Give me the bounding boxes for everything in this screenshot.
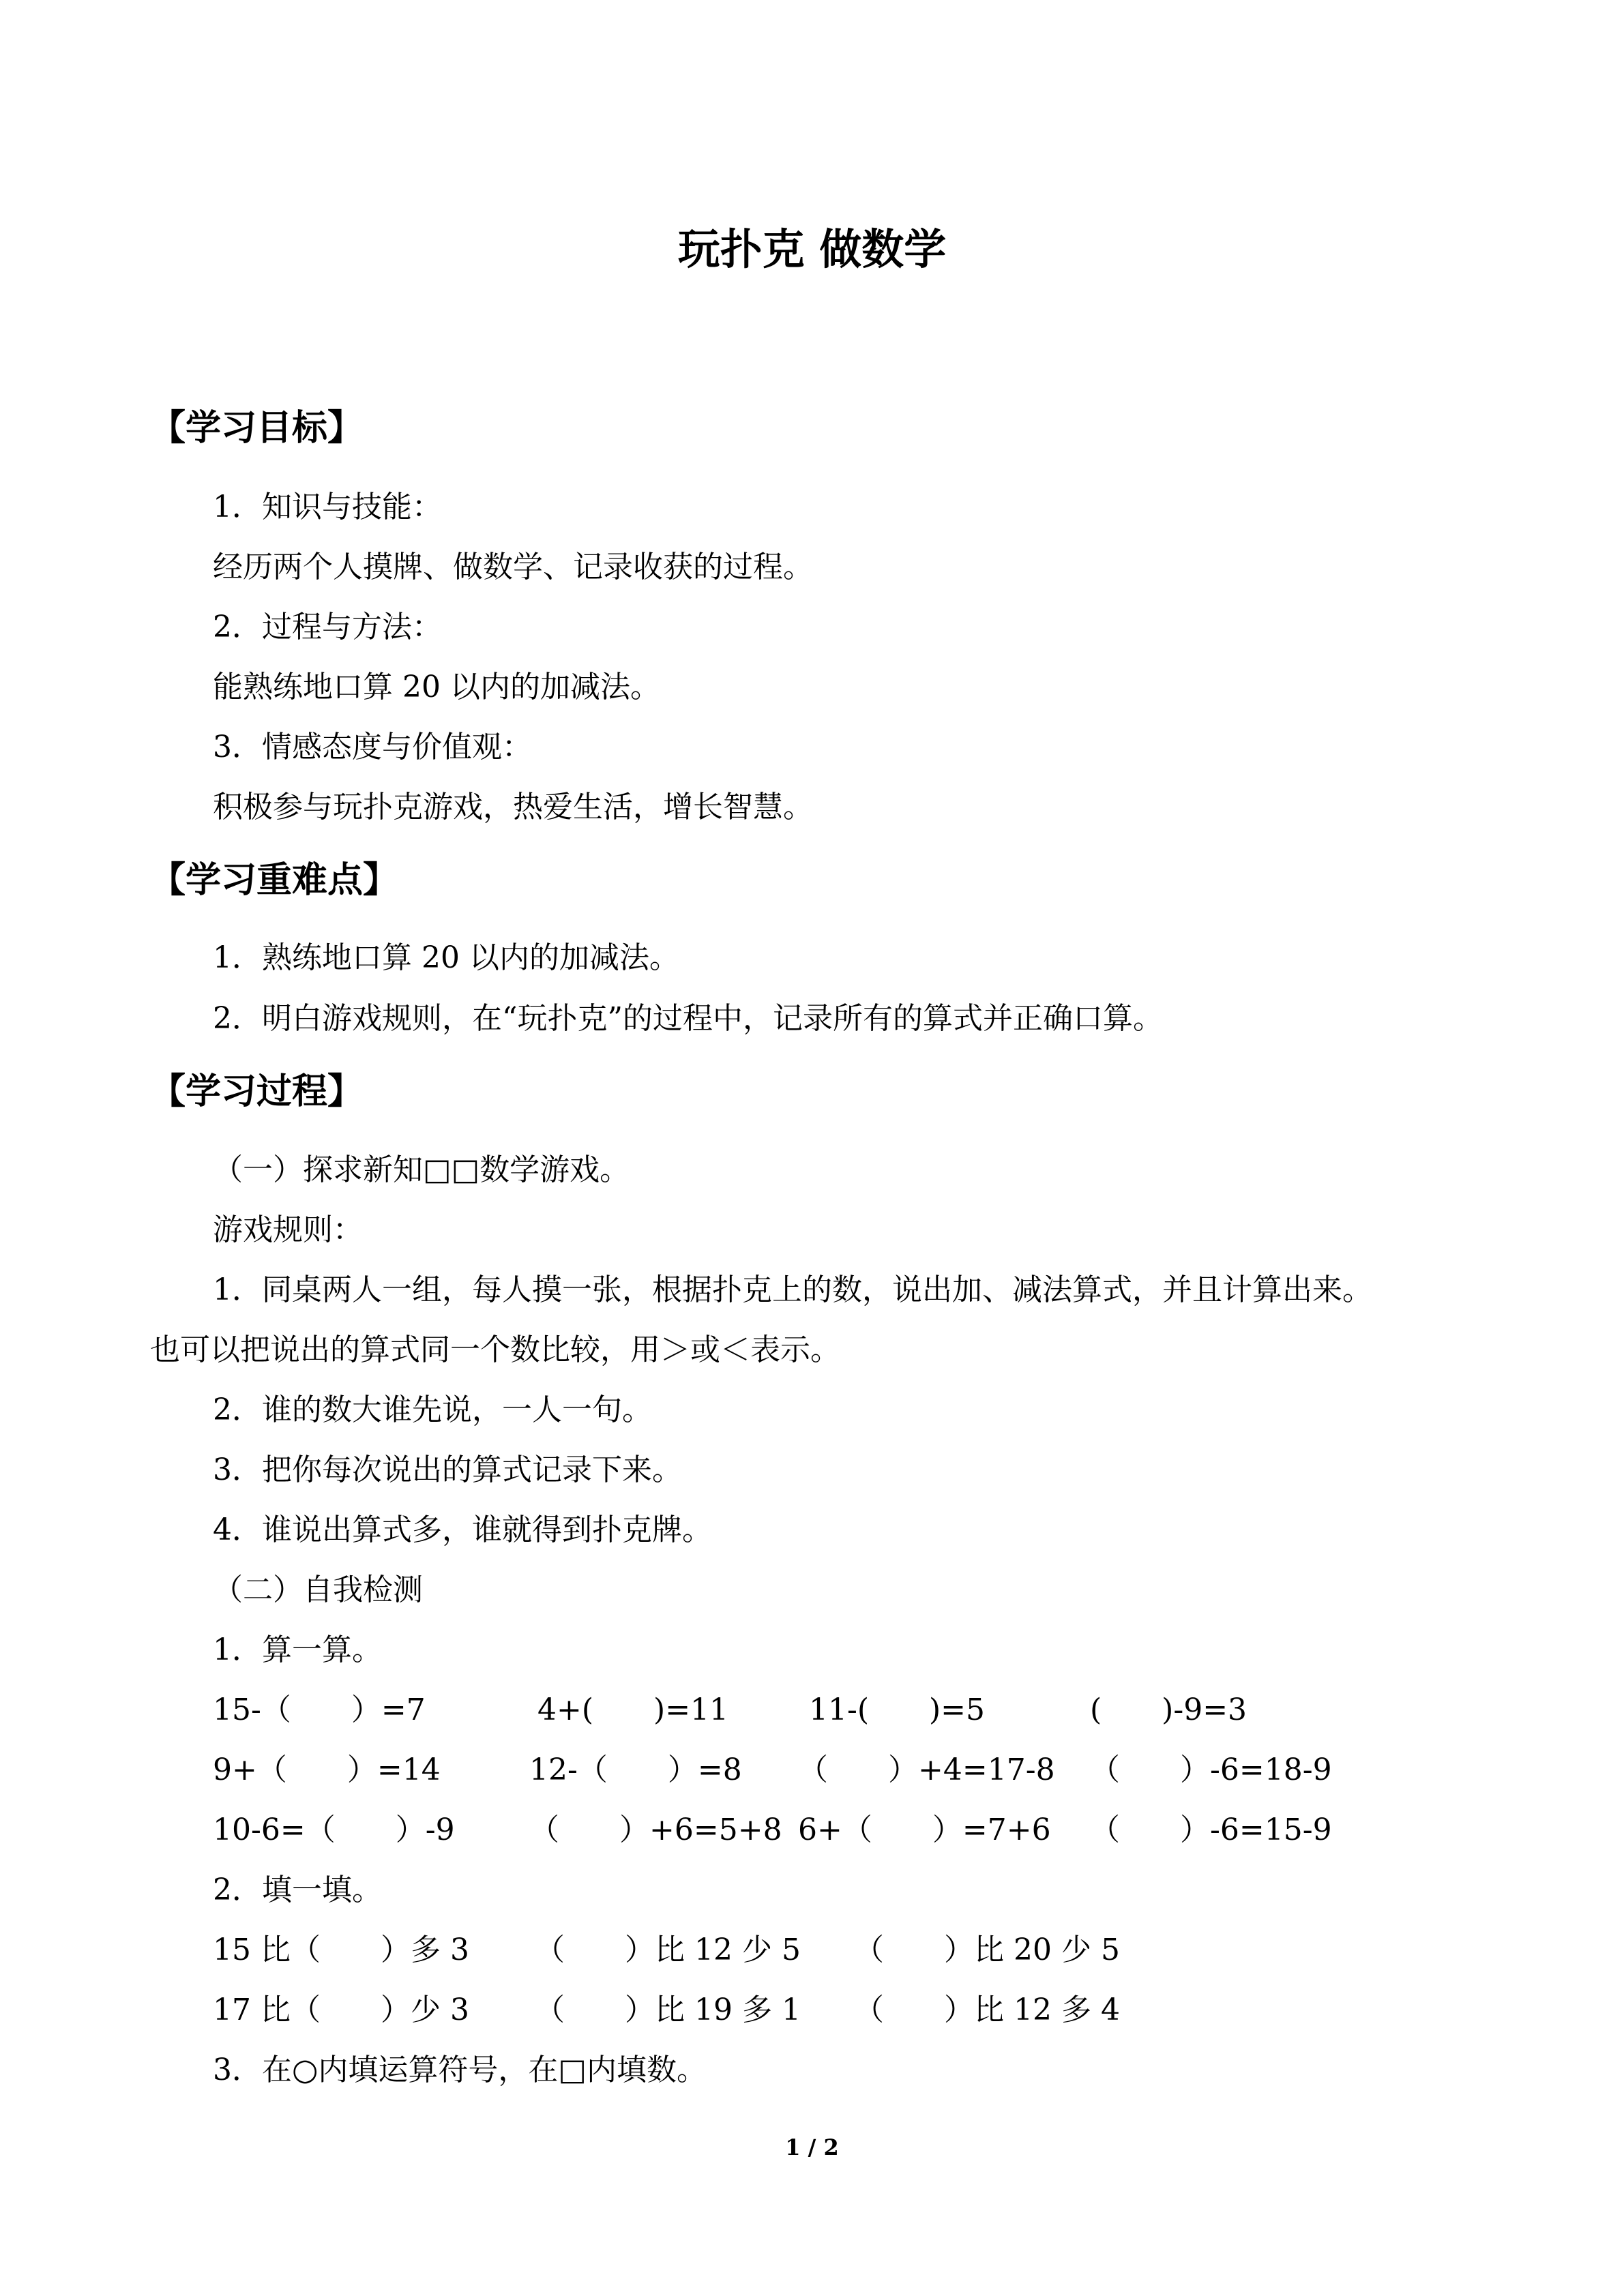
fill-item: （ ）比 20 少 5 <box>854 1933 1120 1967</box>
process-line: 3．把你每次说出的算式记录下来。 <box>213 1452 682 1487</box>
process-line: （二）自我检测 <box>213 1572 423 1607</box>
process-line: 2．谁的数大谁先说，一人一句。 <box>213 1392 652 1427</box>
process-line: 游戏规则： <box>213 1212 363 1247</box>
goals-line: 能熟练地口算 20 以内的加减法。 <box>213 670 660 704</box>
process-line: 1．算一算。 <box>213 1632 382 1667</box>
fill-item: （ ）比 12 多 4 <box>854 1993 1120 2027</box>
page-number: 1 / 2 <box>785 2134 839 2160</box>
page-title: 玩扑克 做数学 <box>677 224 947 274</box>
goals-line: 积极参与玩扑克游戏，热爱生活，增长智慧。 <box>213 790 813 824</box>
section-heading-process: 【学习过程】 <box>150 1071 364 1112</box>
keypoints-line: 2．明白游戏规则，在“玩扑克”的过程中，记录所有的算式并正确口算。 <box>213 1001 1163 1036</box>
process-line: 也可以把说出的算式同一个数比较，用＞或＜表示。 <box>150 1332 840 1367</box>
calc-item: 10-6=（ ）-9 <box>213 1813 455 1847</box>
goals-line: 2．过程与方法： <box>213 610 442 644</box>
calc-item: （ ）-6=18-9 <box>1090 1753 1332 1787</box>
goals-line: 经历两个人摸牌、做数学、记录收获的过程。 <box>213 550 813 584</box>
fill-item: 17 比（ ）少 3 <box>213 1993 469 2027</box>
process-line: （一）探求新知□□数学游戏。 <box>213 1152 630 1187</box>
calc-item: 15-（ ）=7 <box>213 1693 426 1727</box>
calc-item: ( )-9=3 <box>1090 1693 1247 1727</box>
calc-item: 9+（ ）=14 <box>213 1753 441 1787</box>
goals-line: 3．情感态度与价值观： <box>213 730 532 764</box>
calc-item: 6+（ ）=7+6 <box>798 1813 1051 1847</box>
process-line: 1．同桌两人一组，每人摸一张，根据扑克上的数，说出加、减法算式，并且计算出来。 <box>213 1272 1372 1307</box>
goals-line: 1．知识与技能： <box>213 490 442 524</box>
calc-item: 12-（ ）=8 <box>529 1753 742 1787</box>
keypoints-line: 1．熟练地口算 20 以内的加减法。 <box>213 940 679 975</box>
calc-item: （ ）+6=5+8 <box>529 1813 782 1847</box>
fill-title: 2．填一填。 <box>213 1873 382 1907</box>
calc-item: 11-( )=5 <box>809 1693 986 1727</box>
instruction-line: 3．在○内填运算符号，在□内填数。 <box>213 2053 707 2087</box>
section-heading-goals: 【学习目标】 <box>150 408 364 449</box>
fill-item: （ ）比 12 少 5 <box>535 1933 801 1967</box>
fill-item: 15 比（ ）多 3 <box>213 1933 469 1967</box>
calc-item: （ ）-6=15-9 <box>1090 1813 1332 1847</box>
process-line: 4．谁说出算式多，谁就得到扑克牌。 <box>213 1512 712 1547</box>
section-heading-keypoints: 【学习重难点】 <box>150 860 399 901</box>
fill-item: （ ）比 19 多 1 <box>535 1993 801 2027</box>
calc-item: 4+( )=11 <box>537 1693 729 1727</box>
calc-item: （ ）+4=17-8 <box>798 1753 1055 1787</box>
